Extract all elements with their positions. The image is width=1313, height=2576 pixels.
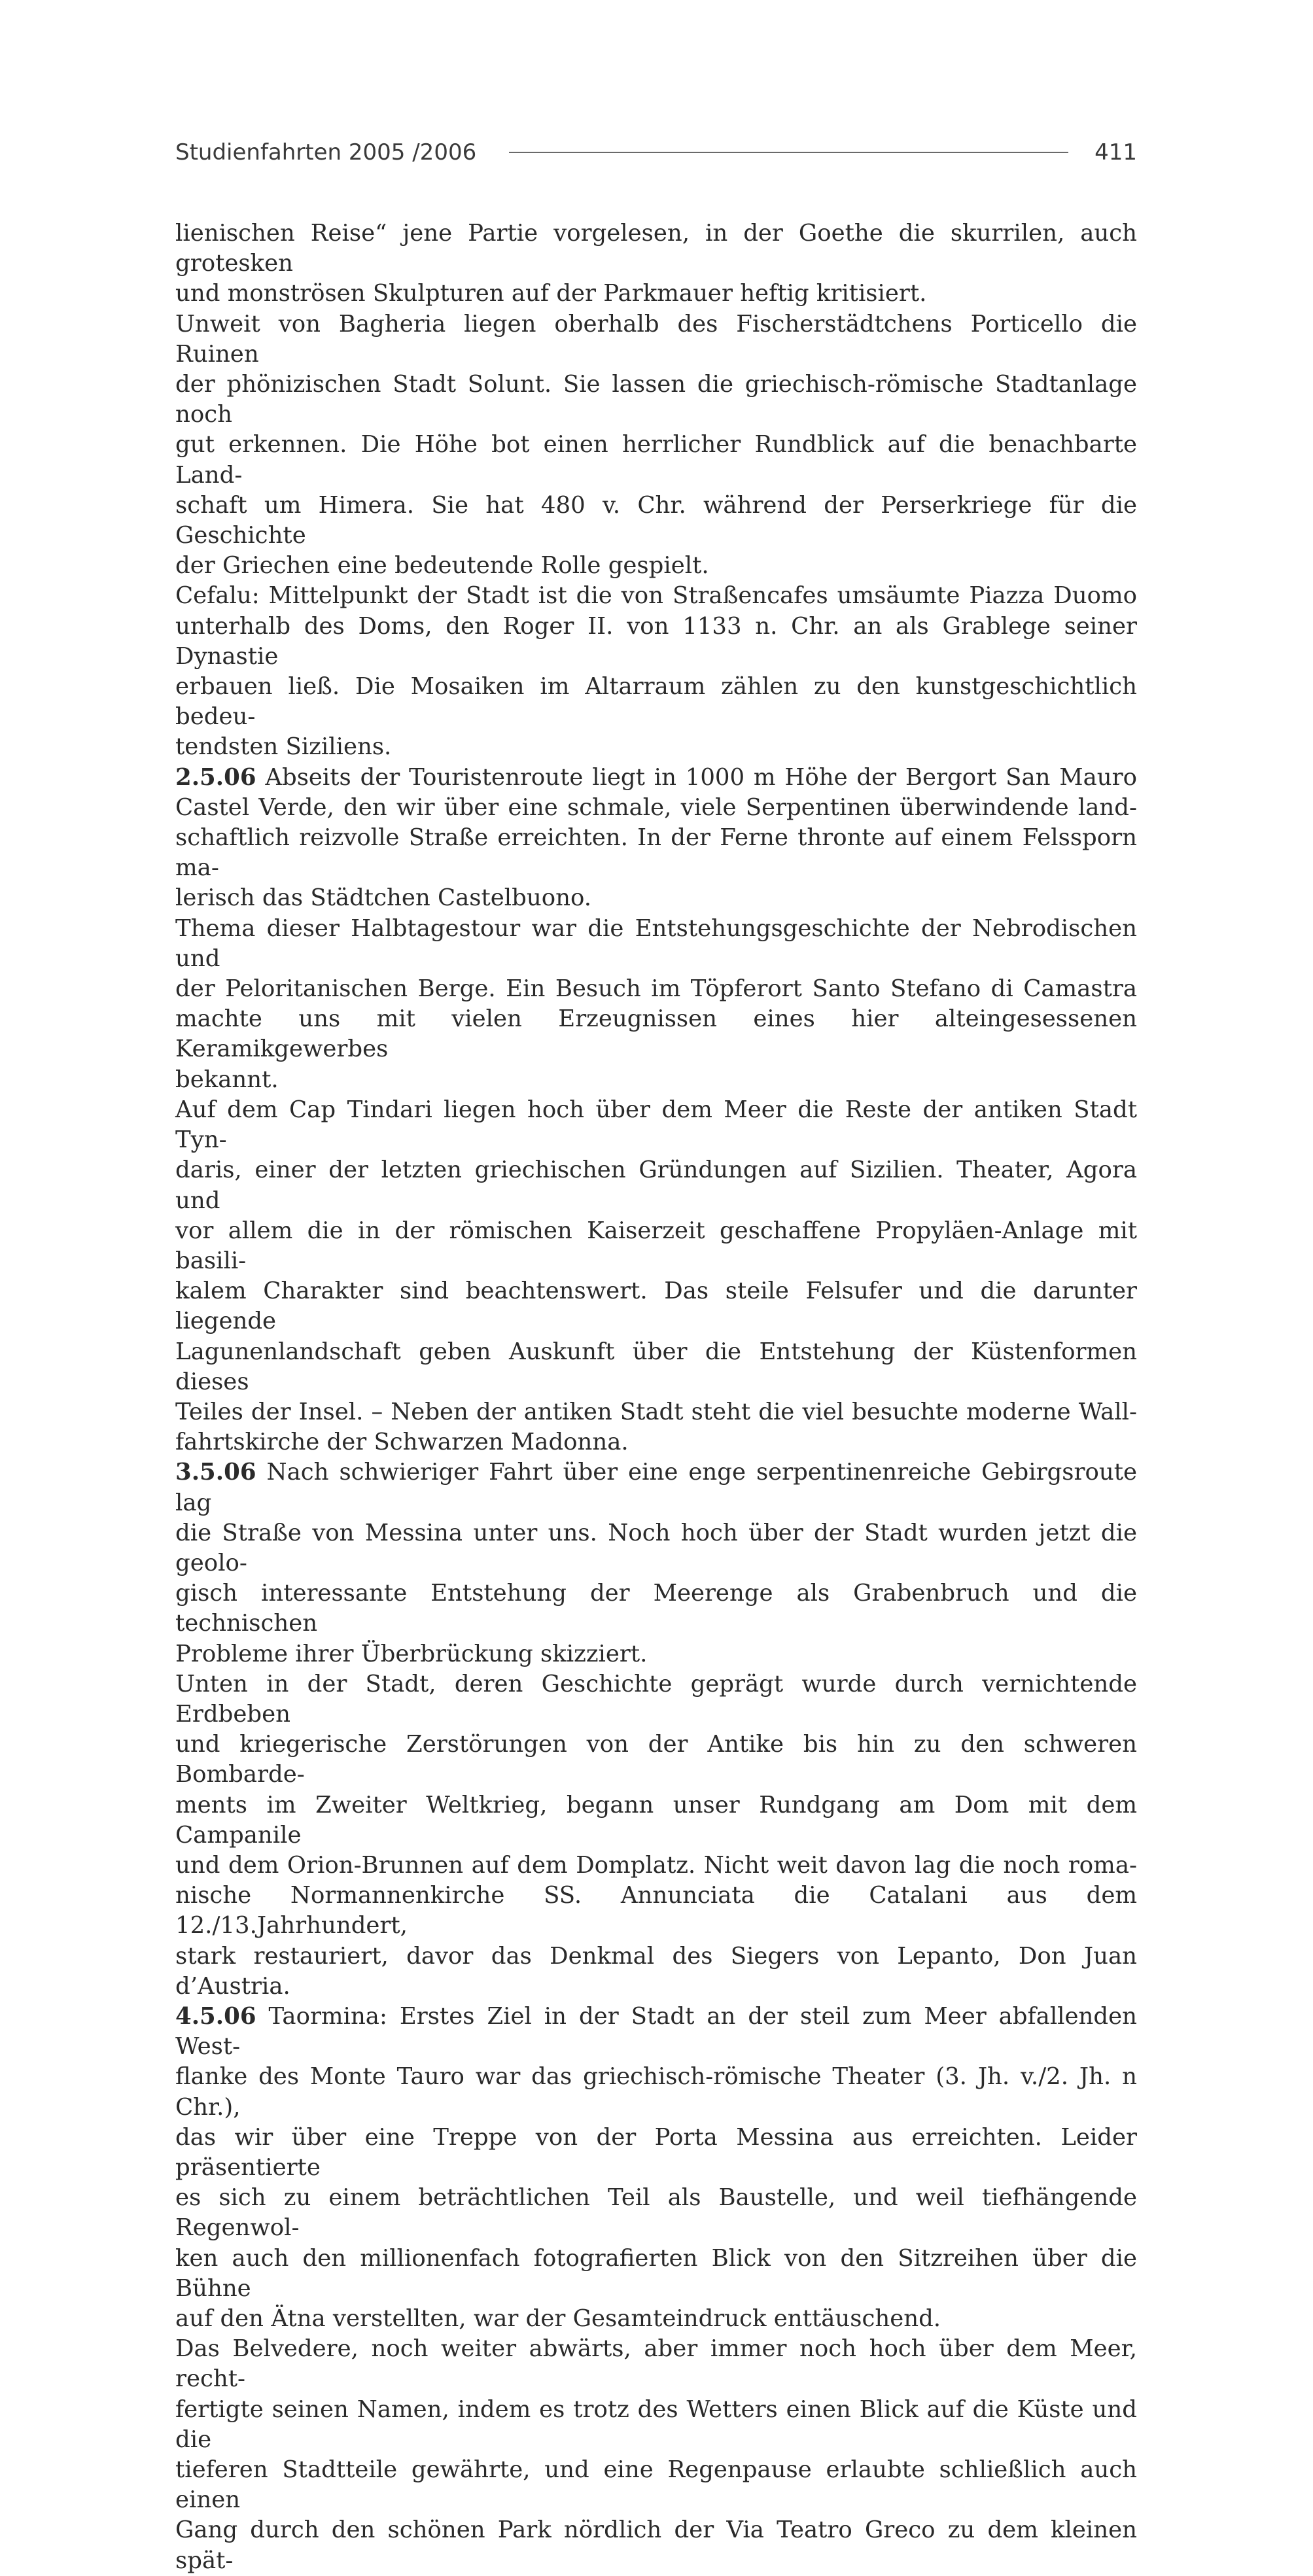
line-text: auf den Ätna verstellten, war der Gesamteindruck enttäuschend. (175, 2305, 941, 2333)
line-text: daris, einer der letzten griechischen Gründungen auf Sizilien. Theater, Agora und (175, 1157, 1137, 1214)
text-line (175, 309, 1137, 370)
entry-date: 2.5.06 (175, 763, 256, 791)
text-line (175, 1730, 1137, 1790)
line-text: der Griechen eine bedeutende Rolle gespielt. (175, 552, 709, 580)
line-text: das wir über eine Treppe von der Porta Messina aus erreichten. Leider präsentierte (175, 2123, 1137, 2181)
line-text: Unweit von Bagheria liegen oberhalb des Fischerstädtchens Porticello die Ruinen (175, 310, 1137, 368)
line-text: lerisch das Städtchen Castelbuono. (175, 884, 592, 912)
text-line (175, 2304, 1137, 2334)
running-header (175, 136, 1137, 169)
line-text: Lagunenlandschaft geben Auskunft über die Entstehung der Küstenformen dieses (175, 1338, 1137, 1395)
text-line (175, 2244, 1137, 2304)
text-line (175, 2183, 1137, 2243)
text-line (175, 1881, 1137, 1941)
line-text: ments im Zweiter Weltkrieg, begann unser Rundgang am Dom mit dem Campanile (175, 1791, 1137, 1849)
line-text: schaftlich reizvolle Straße erreichten. In der Ferne thronte auf einem Felssporn ma- (175, 824, 1137, 882)
text-line (175, 1578, 1137, 1639)
text-line (175, 279, 1137, 309)
line-text: flanke des Monte Tauro war das griechisch-römische Theater (3. Jh. v./2. Jh. n Chr.), (175, 2063, 1137, 2121)
text-line (175, 763, 1137, 793)
header-rule (509, 152, 1068, 153)
text-line (175, 1790, 1137, 1851)
text-line (175, 823, 1137, 883)
entry-date: 3.5.06 (175, 1459, 256, 1486)
line-text: vor allem die in der römischen Kaiserzeit geschaffene Propyläen-Anlage mit basili- (175, 1217, 1137, 1274)
text-line (175, 1004, 1137, 1064)
text-line (175, 2002, 1137, 2062)
text-line (175, 1276, 1137, 1336)
line-text: schaft um Himera. Sie hat 480 v. Chr. während der Perserkriege für die Geschichte (175, 491, 1137, 549)
line-text: Cefalu: Mittelpunkt der Stadt ist die von Straßencafes umsäumte Piazza Duomo (175, 582, 1137, 610)
text-line (175, 1065, 1137, 1095)
text-line (175, 1457, 1137, 1518)
line-text: Auf dem Cap Tindari liegen hoch über dem Meer die Reste der antiken Stadt Tyn- (175, 1096, 1137, 1154)
line-text: der Peloritanischen Berge. Ein Besuch im Töpferort Santo Stefano di Camastra (175, 975, 1137, 1003)
text-line (175, 672, 1137, 732)
entry-date: 4.5.06 (175, 2002, 256, 2030)
text-line (175, 914, 1137, 974)
line-text: Taormina: Erstes Ziel in der Stadt an der steil zum Meer abfallenden West- (175, 2002, 1137, 2061)
text-line (175, 2062, 1137, 2122)
text-line (175, 1095, 1137, 1155)
line-text: die Straße von Messina unter uns. Noch hoch über der Stadt wurden jetzt die geolo- (175, 1519, 1137, 1576)
text-line (175, 2123, 1137, 2183)
line-text: gisch interessante Entstehung der Meerenge als Grabenbruch und die technischen (175, 1580, 1137, 1637)
line-text: es sich zu einem beträchtlichen Teil als Baustelle, und weil tiefhängende Regenwol- (175, 2184, 1137, 2242)
line-text: Castel Verde, den wir über eine schmale, viele Serpentinen überwindende land- (175, 793, 1137, 821)
text-line (175, 732, 1137, 762)
text-line (175, 793, 1137, 823)
text-line (175, 883, 1137, 913)
text-line (175, 1337, 1137, 1397)
line-text: Teiles der Insel. – Neben der antiken Stadt steht die viel besuchte moderne Wall- (175, 1398, 1137, 1425)
line-text: bekannt. (175, 1066, 279, 1093)
line-text: tieferen Stadtteile gewährte, und eine Regenpause erlaubte schließlich auch einen (175, 2456, 1137, 2514)
line-text: fertigte seinen Namen, indem es trotz des Wetters einen Blick auf die Küste und die (175, 2395, 1137, 2453)
text-line (175, 974, 1137, 1004)
text-line (175, 1216, 1137, 1276)
text-line (175, 430, 1137, 490)
line-text: machte uns mit vielen Erzeugnissen eines hier alteingesessenen Keramikgewerbes (175, 1005, 1137, 1063)
line-text: und kriegerische Zerstörungen von der Antike bis hin zu den schweren Bombarde- (175, 1731, 1137, 1788)
line-text: erbauen ließ. Die Mosaiken im Altarraum zählen zu den kunstgeschichtlich bedeu- (175, 673, 1137, 731)
text-line (175, 1669, 1137, 1730)
line-text: ken auch den millionenfach fotografierten Blick von den Sitzreihen über die Bühne (175, 2244, 1137, 2302)
text-line (175, 2334, 1137, 2394)
running-title: Studienfahrten 2005 /2006 (175, 139, 477, 165)
line-text: tendsten Siziliens. (175, 733, 392, 761)
line-text: und monströsen Skulpturen auf der Parkmauer heftig kritisiert. (175, 280, 927, 307)
line-text: Thema dieser Halbtagestour war die Entstehungsgeschichte der Nebrodischen und (175, 914, 1137, 972)
text-line (175, 2455, 1137, 2515)
line-text: Probleme ihrer Überbrückung skizziert. (175, 1640, 648, 1667)
text-line (175, 2395, 1137, 2455)
line-text: Gang durch den schönen Park nördlich der Via Teatro Greco zu dem kleinen spät- (175, 2516, 1137, 2574)
text-line (175, 1518, 1137, 1578)
text-line (175, 551, 1137, 581)
text-line (175, 1851, 1137, 1881)
text-line (175, 581, 1137, 611)
line-text: Abseits der Touristenroute liegt in 1000 m Höhe der Bergort San Mauro (256, 763, 1137, 791)
line-text: stark restauriert, davor das Denkmal des Siegers von Lepanto, Don Juan d’Austria. (175, 1942, 1137, 2000)
text-line (175, 612, 1137, 672)
line-text: der phönizischen Stadt Solunt. Sie lassen die griechisch-römische Stadtanlage noch (175, 371, 1137, 428)
text-line (175, 1941, 1137, 2002)
line-text: unterhalb des Doms, den Roger II. von 1133 n. Chr. an als Grablege seiner Dynastie (175, 612, 1137, 670)
text-line (175, 370, 1137, 430)
line-text: und dem Orion-Brunnen auf dem Domplatz. Nicht weit davon lag die noch roma- (175, 1851, 1137, 1879)
body-text (175, 218, 1137, 2576)
text-line (175, 1639, 1137, 1669)
line-text: gut erkennen. Die Höhe bot einen herrlicher Rundblick auf die benachbarte Land- (175, 431, 1137, 489)
line-text: nische Normannenkirche SS. Annunciata die Catalani aus dem 12./13.Jahrhundert, (175, 1882, 1137, 1940)
line-text: Das Belvedere, noch weiter abwärts, aber immer noch hoch über dem Meer, recht- (175, 2335, 1137, 2393)
text-line (175, 2515, 1137, 2575)
line-text: Nach schwieriger Fahrt über eine enge serpentinenreiche Gebirgsroute lag (175, 1459, 1137, 1516)
page-number: 411 (1094, 139, 1137, 165)
text-line (175, 1427, 1137, 1457)
line-text: fahrtskirche der Schwarzen Madonna. (175, 1429, 629, 1456)
line-text: Unten in der Stadt, deren Geschichte geprägt wurde durch vernichtende Erdbeben (175, 1670, 1137, 1728)
text-line (175, 1155, 1137, 1215)
line-text: lienischen Reise“ jene Partie vorgelesen, in der Goethe die skurrilen, auch grotesken (175, 220, 1137, 277)
text-line (175, 1397, 1137, 1427)
text-line (175, 218, 1137, 279)
text-line (175, 491, 1137, 551)
line-text: kalem Charakter sind beachtenswert. Das steile Felsufer und die darunter liegende (175, 1278, 1137, 1335)
